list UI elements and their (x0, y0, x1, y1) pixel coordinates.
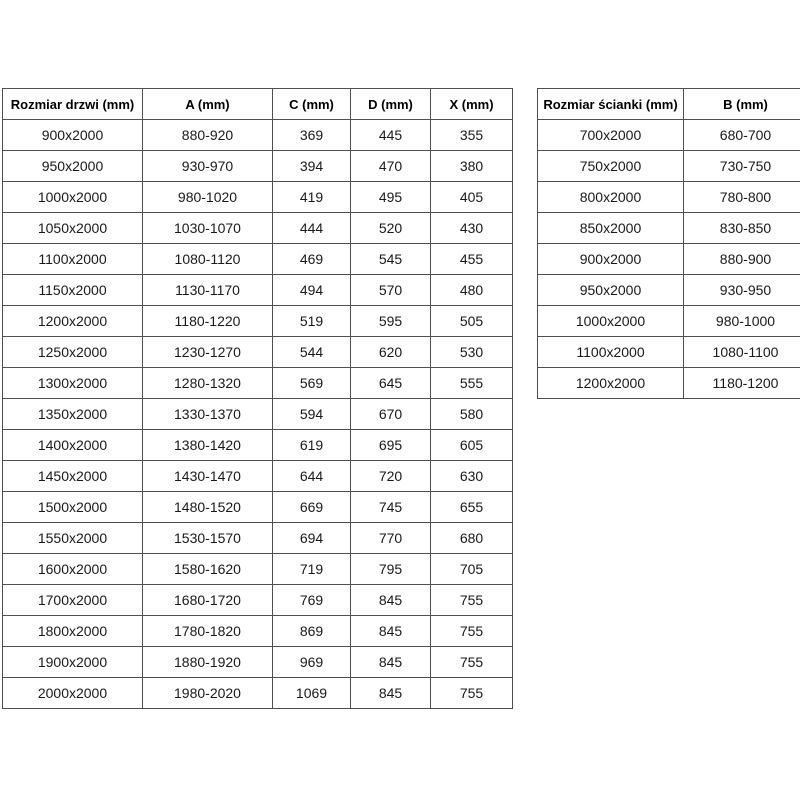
table-cell: 1880-1920 (143, 647, 273, 678)
column-header: Rozmiar drzwi (mm) (3, 89, 143, 120)
table-cell: 530 (431, 337, 513, 368)
table-cell: 1069 (273, 678, 351, 709)
table-cell: 644 (273, 461, 351, 492)
table-row (3, 275, 513, 306)
table-cell: 755 (431, 647, 513, 678)
table-cell: 750x2000 (538, 151, 684, 182)
table-cell: 520 (351, 213, 431, 244)
table-cell: 1300x2000 (3, 368, 143, 399)
table-cell: 680 (431, 523, 513, 554)
table-cell: 930-970 (143, 151, 273, 182)
table-cell: 555 (431, 368, 513, 399)
wall-table-header-row (538, 89, 800, 120)
table-cell: 845 (351, 585, 431, 616)
table-row (538, 244, 800, 275)
table-cell: 1800x2000 (3, 616, 143, 647)
table-cell: 755 (431, 678, 513, 709)
table-cell: 755 (431, 616, 513, 647)
table-row (3, 244, 513, 275)
table-row (3, 461, 513, 492)
table-cell: 700x2000 (538, 120, 684, 151)
table-cell: 405 (431, 182, 513, 213)
table-cell: 930-950 (684, 275, 800, 306)
table-cell: 1000x2000 (3, 182, 143, 213)
table-row (3, 647, 513, 678)
table-cell: 850x2000 (538, 213, 684, 244)
table-row (3, 554, 513, 585)
table-cell: 620 (351, 337, 431, 368)
door-size-table (2, 88, 513, 709)
table-cell: 969 (273, 647, 351, 678)
table-cell: 1450x2000 (3, 461, 143, 492)
table-cell: 1100x2000 (538, 337, 684, 368)
door-table-header-row (3, 89, 513, 120)
table-cell: 494 (273, 275, 351, 306)
column-header: X (mm) (431, 89, 513, 120)
table-cell: 505 (431, 306, 513, 337)
table-cell: 355 (431, 120, 513, 151)
table-cell: 950x2000 (3, 151, 143, 182)
table-cell: 1000x2000 (538, 306, 684, 337)
table-cell: 1480-1520 (143, 492, 273, 523)
table-cell: 1200x2000 (3, 306, 143, 337)
column-header: Rozmiar ścianki (mm) (538, 89, 684, 120)
table-cell: 1350x2000 (3, 399, 143, 430)
table-cell: 845 (351, 647, 431, 678)
table-cell: 1230-1270 (143, 337, 273, 368)
table-row (3, 430, 513, 461)
table-cell: 1980-2020 (143, 678, 273, 709)
table-row (3, 306, 513, 337)
table-cell: 495 (351, 182, 431, 213)
table-row (3, 213, 513, 244)
table-row (3, 182, 513, 213)
table-row (3, 523, 513, 554)
table-cell: 1780-1820 (143, 616, 273, 647)
table-cell: 950x2000 (538, 275, 684, 306)
table-cell: 1500x2000 (3, 492, 143, 523)
column-header: D (mm) (351, 89, 431, 120)
table-cell: 869 (273, 616, 351, 647)
table-cell: 469 (273, 244, 351, 275)
table-cell: 1180-1200 (684, 368, 800, 399)
table-row (3, 678, 513, 709)
table-cell: 1400x2000 (3, 430, 143, 461)
table-cell: 595 (351, 306, 431, 337)
table-cell: 569 (273, 368, 351, 399)
table-cell: 1180-1220 (143, 306, 273, 337)
table-cell: 1550x2000 (3, 523, 143, 554)
table-cell: 1680-1720 (143, 585, 273, 616)
table-cell: 719 (273, 554, 351, 585)
table-cell: 980-1000 (684, 306, 800, 337)
column-header: B (mm) (684, 89, 800, 120)
table-cell: 1700x2000 (3, 585, 143, 616)
table-cell: 619 (273, 430, 351, 461)
table-row (3, 120, 513, 151)
table-cell: 544 (273, 337, 351, 368)
table-row (3, 585, 513, 616)
table-row (3, 616, 513, 647)
table-cell: 1330-1370 (143, 399, 273, 430)
table-cell: 669 (273, 492, 351, 523)
table-cell: 795 (351, 554, 431, 585)
table-cell: 680-700 (684, 120, 800, 151)
table-cell: 770 (351, 523, 431, 554)
table-cell: 1080-1120 (143, 244, 273, 275)
table-cell: 1150x2000 (3, 275, 143, 306)
table-row (538, 368, 800, 399)
table-cell: 780-800 (684, 182, 800, 213)
table-cell: 1250x2000 (3, 337, 143, 368)
table-cell: 419 (273, 182, 351, 213)
table-row (538, 213, 800, 244)
table-cell: 880-920 (143, 120, 273, 151)
table-cell: 769 (273, 585, 351, 616)
table-cell: 830-850 (684, 213, 800, 244)
table-cell: 570 (351, 275, 431, 306)
table-row (3, 399, 513, 430)
table-row (3, 368, 513, 399)
table-cell: 444 (273, 213, 351, 244)
table-cell: 1130-1170 (143, 275, 273, 306)
table-row (3, 151, 513, 182)
table-cell: 1900x2000 (3, 647, 143, 678)
table-cell: 845 (351, 616, 431, 647)
table-cell: 980-1020 (143, 182, 273, 213)
table-cell: 695 (351, 430, 431, 461)
table-cell: 694 (273, 523, 351, 554)
table-cell: 369 (273, 120, 351, 151)
table-cell: 745 (351, 492, 431, 523)
table-cell: 380 (431, 151, 513, 182)
table-cell: 900x2000 (538, 244, 684, 275)
table-cell: 1280-1320 (143, 368, 273, 399)
table-cell: 470 (351, 151, 431, 182)
table-cell: 594 (273, 399, 351, 430)
table-cell: 1380-1420 (143, 430, 273, 461)
table-cell: 1200x2000 (538, 368, 684, 399)
table-cell: 645 (351, 368, 431, 399)
table-row (538, 151, 800, 182)
table-cell: 730-750 (684, 151, 800, 182)
table-cell: 880-900 (684, 244, 800, 275)
column-header: C (mm) (273, 89, 351, 120)
table-cell: 1050x2000 (3, 213, 143, 244)
table-cell: 580 (431, 399, 513, 430)
table-cell: 480 (431, 275, 513, 306)
wall-size-table (537, 88, 800, 399)
table-cell: 2000x2000 (3, 678, 143, 709)
column-header: A (mm) (143, 89, 273, 120)
table-cell: 1030-1070 (143, 213, 273, 244)
table-cell: 630 (431, 461, 513, 492)
table-cell: 670 (351, 399, 431, 430)
table-cell: 1600x2000 (3, 554, 143, 585)
table-cell: 800x2000 (538, 182, 684, 213)
table-cell: 605 (431, 430, 513, 461)
table-row (538, 306, 800, 337)
table-row (538, 182, 800, 213)
table-row (538, 337, 800, 368)
table-cell: 655 (431, 492, 513, 523)
table-cell: 1580-1620 (143, 554, 273, 585)
table-cell: 1080-1100 (684, 337, 800, 368)
table-row (3, 337, 513, 368)
table-cell: 1100x2000 (3, 244, 143, 275)
table-cell: 755 (431, 585, 513, 616)
table-cell: 1430-1470 (143, 461, 273, 492)
table-cell: 445 (351, 120, 431, 151)
table-cell: 720 (351, 461, 431, 492)
table-cell: 430 (431, 213, 513, 244)
table-cell: 705 (431, 554, 513, 585)
table-cell: 1530-1570 (143, 523, 273, 554)
table-cell: 394 (273, 151, 351, 182)
table-row (538, 275, 800, 306)
table-cell: 900x2000 (3, 120, 143, 151)
table-row (3, 492, 513, 523)
table-row (538, 120, 800, 151)
table-cell: 455 (431, 244, 513, 275)
table-cell: 845 (351, 678, 431, 709)
table-cell: 545 (351, 244, 431, 275)
table-cell: 519 (273, 306, 351, 337)
